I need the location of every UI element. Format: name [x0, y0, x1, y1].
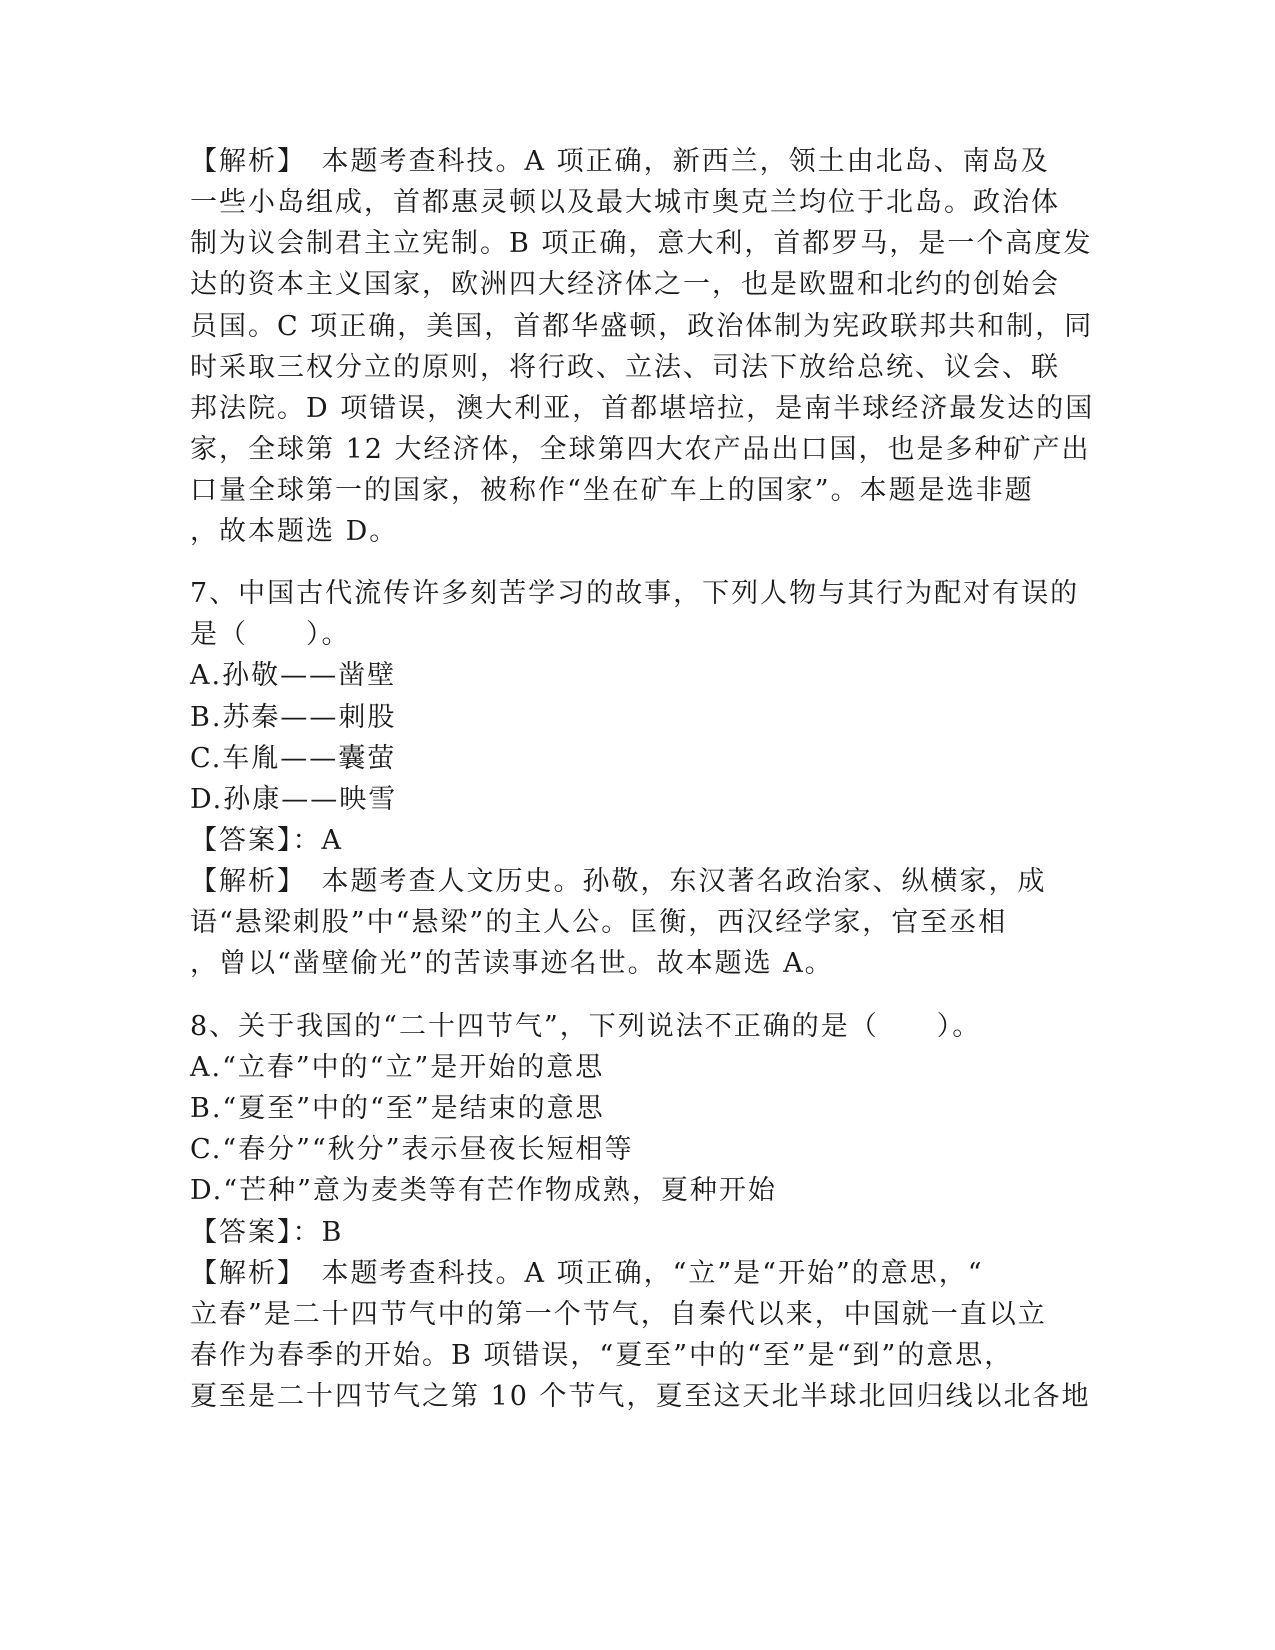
question-8-answer: 【答案】：B	[190, 1217, 344, 1248]
question-7-analysis-line: ，曾以“凿壁偷光”的苦读事迹名世。故本题选 A。	[190, 948, 834, 979]
analysis-line: 一些小岛组成，首都惠灵顿以及最大城市奥克兰均位于北岛。政治体	[190, 187, 1060, 218]
question-7-option-a: A.孙敬——凿壁	[190, 660, 397, 691]
analysis-line: 家，全球第 12 大经济体，全球第四大农产品出口国，也是多种矿产出	[190, 434, 1091, 465]
question-7-stem: 7、中国古代流传许多刻苦学习的故事，下列人物与其行为配对有误的	[190, 578, 1080, 609]
analysis-line: 达的资本主义国家，欧洲四大经济体之一，也是欧盟和北约的创始会	[190, 269, 1060, 300]
question-7-analysis-line: 【解析】 本题考查人文历史。孙敬，东汉著名政治家、纵横家，成	[190, 866, 1047, 897]
question-8-analysis-line: 【解析】 本题考查科技。A 项正确，“立”是“开始”的意思，“	[190, 1258, 984, 1289]
question-8-analysis-line: 夏至是二十四节气之第 10 个节气，夏至这天北半球北回归线以北各地	[190, 1381, 1091, 1412]
question-7-option-c: C.车胤——囊萤	[190, 743, 397, 774]
analysis-line: 邦法院。D 项错误，澳大利亚，首都堪培拉，是南半球经济最发达的国	[190, 393, 1095, 424]
question-7-answer: 【答案】：A	[190, 825, 343, 856]
question-8-analysis-line: 春作为春季的开始。B 项错误，“夏至”中的“至”是“到”的意思，	[190, 1340, 1014, 1371]
analysis-line: 制为议会制君主立宪制。B 项正确，意大利，首都罗马，是一个高度发	[190, 228, 1093, 259]
question-7-analysis-line: 语“悬梁刺股”中“悬梁”的主人公。匡衡，西汉经学家，官至丞相	[190, 907, 1008, 938]
question-7-stem: 是（ ）。	[190, 619, 351, 650]
question-8-option-d: D.“芒种”意为麦类等有芒作物成熟，夏种开始	[190, 1175, 777, 1206]
question-8-option-a: A.“立春”中的“立”是开始的意思	[190, 1052, 605, 1083]
analysis-line: 口量全球第一的国家，被称作“坐在矿车上的国家”。本题是选非题	[190, 475, 1034, 506]
question-8-option-b: B.“夏至”中的“至”是结束的意思	[190, 1093, 605, 1124]
analysis-line: 【解析】 本题考查科技。A 项正确，新西兰，领土由北岛、南岛及	[190, 146, 1050, 177]
analysis-line: 时采取三权分立的原则，将行政、立法、司法下放给总统、议会、联	[190, 352, 1060, 383]
analysis-line: ，故本题选 D。	[190, 516, 399, 547]
question-8-stem: 8、关于我国的“二十四节气”，下列说法不正确的是（ ）。	[190, 1011, 982, 1042]
question-8-option-c: C.“春分”“秋分”表示昼夜长短相等	[190, 1134, 634, 1165]
analysis-line: 员国。C 项正确，美国，首都华盛顿，政治体制为宪政联邦共和制，同	[190, 311, 1094, 342]
question-8-analysis-line: 立春”是二十四节气中的第一个节气，自秦代以来，中国就一直以立	[190, 1299, 1047, 1330]
question-7-option-b: B.苏秦——刺股	[190, 702, 397, 733]
question-7-option-d: D.孙康——映雪	[190, 784, 398, 815]
